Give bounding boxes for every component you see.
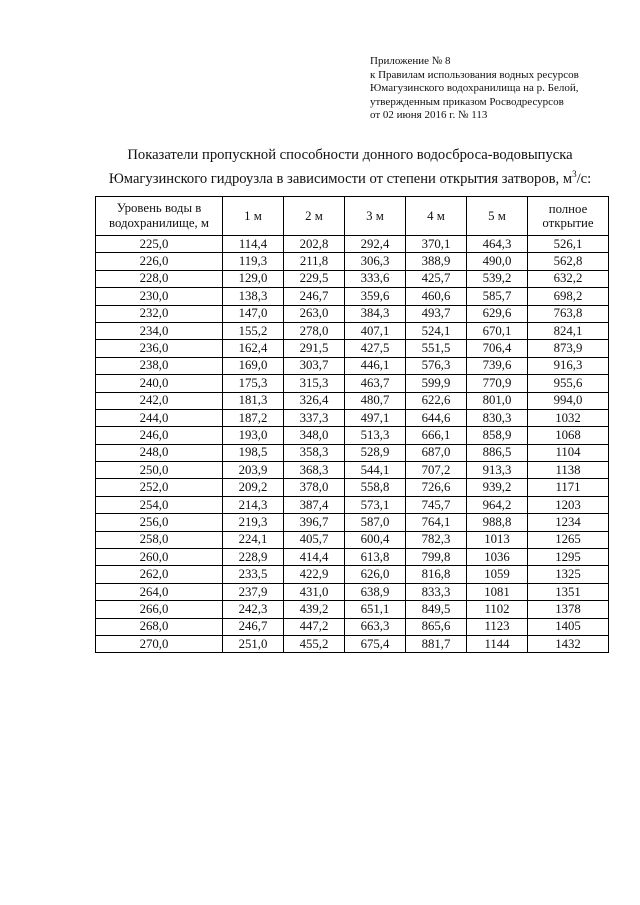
- discharge-cell: 446,1: [345, 357, 406, 374]
- discharge-cell: 1036: [467, 549, 528, 566]
- table-row: [96, 305, 609, 322]
- title-line-2-end: /с:: [576, 170, 592, 187]
- appendix-line: Приложение № 8: [370, 55, 451, 67]
- table-row: [96, 514, 609, 531]
- discharge-cell: 881,7: [406, 635, 467, 652]
- discharge-cell: 558,8: [345, 479, 406, 496]
- water-level-cell: 226,0: [96, 253, 223, 270]
- discharge-cell: 600,4: [345, 531, 406, 548]
- discharge-cell: 833,3: [406, 583, 467, 600]
- discharge-cell: 359,6: [345, 288, 406, 305]
- discharge-cell: 1144: [467, 635, 528, 652]
- table-header-row: [96, 197, 609, 236]
- discharge-cell: 229,5: [284, 270, 345, 287]
- discharge-cell: 698,2: [528, 288, 609, 305]
- header-2m: 2 м: [284, 197, 345, 236]
- discharge-cell: 460,6: [406, 288, 467, 305]
- discharge-cell: 233,5: [223, 566, 284, 583]
- discharge-cell: 770,9: [467, 375, 528, 392]
- discharge-cell: 824,1: [528, 322, 609, 339]
- discharge-cell: 675,4: [345, 635, 406, 652]
- header-full-line2: открытие: [542, 216, 594, 230]
- discharge-cell: 913,3: [467, 462, 528, 479]
- water-level-cell: 264,0: [96, 583, 223, 600]
- discharge-cell: 1138: [528, 462, 609, 479]
- discharge-cell: 490,0: [467, 253, 528, 270]
- discharge-cell: 219,3: [223, 514, 284, 531]
- water-level-cell: 266,0: [96, 601, 223, 618]
- discharge-cell: 1405: [528, 618, 609, 635]
- water-level-cell: 262,0: [96, 566, 223, 583]
- table-body: [96, 236, 609, 653]
- discharge-cell: 739,6: [467, 357, 528, 374]
- header-3m: 3 м: [345, 197, 406, 236]
- water-level-cell: 246,0: [96, 427, 223, 444]
- discharge-cell: 745,7: [406, 496, 467, 513]
- discharge-cell: 414,4: [284, 549, 345, 566]
- discharge-cell: 405,7: [284, 531, 345, 548]
- water-level-cell: 232,0: [96, 305, 223, 322]
- discharge-cell: 1325: [528, 566, 609, 583]
- discharge-cell: 246,7: [223, 618, 284, 635]
- appendix-line: от 02 июня 2016 г. № 113: [370, 109, 488, 122]
- water-level-cell: 260,0: [96, 549, 223, 566]
- discharge-cell: 1102: [467, 601, 528, 618]
- discharge-cell: 306,3: [345, 253, 406, 270]
- discharge-cell: 388,9: [406, 253, 467, 270]
- water-level-cell: 258,0: [96, 531, 223, 548]
- discharge-cell: 873,9: [528, 340, 609, 357]
- discharge-cell: 203,9: [223, 462, 284, 479]
- discharge-cell: 1081: [467, 583, 528, 600]
- discharge-cell: 663,3: [345, 618, 406, 635]
- discharge-cell: 155,2: [223, 322, 284, 339]
- table-row: [96, 236, 609, 253]
- water-level-cell: 240,0: [96, 375, 223, 392]
- discharge-cell: 187,2: [223, 409, 284, 426]
- discharge-cell: 1171: [528, 479, 609, 496]
- discharge-cell: 1013: [467, 531, 528, 548]
- discharge-cell: 211,8: [284, 253, 345, 270]
- discharge-cell: 801,0: [467, 392, 528, 409]
- discharge-cell: 573,1: [345, 496, 406, 513]
- discharge-cell: 726,6: [406, 479, 467, 496]
- discharge-cell: 858,9: [467, 427, 528, 444]
- table-row: [96, 340, 609, 357]
- table-row: [96, 427, 609, 444]
- discharge-cell: 544,1: [345, 462, 406, 479]
- discharge-cell: 964,2: [467, 496, 528, 513]
- header-5m: 5 м: [467, 197, 528, 236]
- discharge-cell: 994,0: [528, 392, 609, 409]
- table-row: [96, 583, 609, 600]
- discharge-cell: 1068: [528, 427, 609, 444]
- discharge-cell: 326,4: [284, 392, 345, 409]
- discharge-cell: 119,3: [223, 253, 284, 270]
- discharge-cell: 562,8: [528, 253, 609, 270]
- discharge-cell: 348,0: [284, 427, 345, 444]
- table-row: [96, 322, 609, 339]
- water-level-cell: 236,0: [96, 340, 223, 357]
- water-level-cell: 254,0: [96, 496, 223, 513]
- water-level-cell: 244,0: [96, 409, 223, 426]
- discharge-cell: 358,3: [284, 444, 345, 461]
- discharge-cell: 169,0: [223, 357, 284, 374]
- discharge-cell: 526,1: [528, 236, 609, 253]
- table-row: [96, 392, 609, 409]
- discharge-cell: 425,7: [406, 270, 467, 287]
- discharge-cell: 576,3: [406, 357, 467, 374]
- appendix-line: к Правилам использования водных ресурсов: [370, 68, 579, 81]
- table-row: [96, 618, 609, 635]
- discharge-cell: 706,4: [467, 340, 528, 357]
- discharge-cell: 638,9: [345, 583, 406, 600]
- discharge-cell: 251,0: [223, 635, 284, 652]
- discharge-cell: 396,7: [284, 514, 345, 531]
- discharge-cell: 463,7: [345, 375, 406, 392]
- discharge-cell: 497,1: [345, 409, 406, 426]
- discharge-cell: 816,8: [406, 566, 467, 583]
- table-row: [96, 601, 609, 618]
- title-superscript: 3: [572, 169, 577, 179]
- discharge-cell: 849,5: [406, 601, 467, 618]
- table-row: [96, 566, 609, 583]
- discharge-cell: 539,2: [467, 270, 528, 287]
- discharge-cell: 622,6: [406, 392, 467, 409]
- header-level-line2: водохранилище, м: [108, 216, 209, 230]
- discharge-cell: 315,3: [284, 375, 345, 392]
- discharge-cell: 763,8: [528, 305, 609, 322]
- discharge-cell: 242,3: [223, 601, 284, 618]
- discharge-cell: 955,6: [528, 375, 609, 392]
- discharge-cell: 782,3: [406, 531, 467, 548]
- discharge-cell: 988,8: [467, 514, 528, 531]
- discharge-cell: 278,0: [284, 322, 345, 339]
- discharge-cell: 1295: [528, 549, 609, 566]
- title-line-1: Показатели пропускной способности донного водосброса-водовыпуска: [127, 147, 573, 163]
- discharge-cell: 370,1: [406, 236, 467, 253]
- header-1m: 1 м: [223, 197, 284, 236]
- discharge-cell: 162,4: [223, 340, 284, 357]
- table-row: [96, 288, 609, 305]
- discharge-cell: 629,6: [467, 305, 528, 322]
- title-line-2-text: Юмагузинского гидроузла в зависимости от степени открытия затворов, м: [108, 170, 573, 187]
- table-row: [96, 375, 609, 392]
- discharge-cell: 799,8: [406, 549, 467, 566]
- discharge-cell: 1265: [528, 531, 609, 548]
- discharge-cell: 524,1: [406, 322, 467, 339]
- discharge-cell: 764,1: [406, 514, 467, 531]
- discharge-cell: 431,0: [284, 583, 345, 600]
- discharge-cell: 865,6: [406, 618, 467, 635]
- header-full-opening: [528, 197, 609, 236]
- discharge-cell: 455,2: [284, 635, 345, 652]
- appendix-note: [370, 55, 632, 123]
- discharge-cell: 138,3: [223, 288, 284, 305]
- discharge-cell: 886,5: [467, 444, 528, 461]
- water-level-cell: 268,0: [96, 618, 223, 635]
- discharge-cell: 422,9: [284, 566, 345, 583]
- discharge-cell: 439,2: [284, 601, 345, 618]
- discharge-cell: 224,1: [223, 531, 284, 548]
- header-water-level: [96, 197, 223, 236]
- discharge-cell: 1123: [467, 618, 528, 635]
- discharge-cell: 368,3: [284, 462, 345, 479]
- table-row: [96, 549, 609, 566]
- table-row: [96, 270, 609, 287]
- discharge-cell: 147,0: [223, 305, 284, 322]
- discharge-cell: 666,1: [406, 427, 467, 444]
- discharge-cell: 202,8: [284, 236, 345, 253]
- table-row: [96, 409, 609, 426]
- discharge-cell: 493,7: [406, 305, 467, 322]
- discharge-cell: 480,7: [345, 392, 406, 409]
- appendix-line: Юмагузинского водохранилища на р. Белой,: [370, 82, 579, 95]
- discharge-cell: 830,3: [467, 409, 528, 426]
- water-level-cell: 250,0: [96, 462, 223, 479]
- discharge-cell: 193,0: [223, 427, 284, 444]
- discharge-cell: 387,4: [284, 496, 345, 513]
- table-row: [96, 531, 609, 548]
- water-level-cell: 270,0: [96, 635, 223, 652]
- water-level-cell: 230,0: [96, 288, 223, 305]
- water-level-cell: 225,0: [96, 236, 223, 253]
- discharge-cell: 632,2: [528, 270, 609, 287]
- discharge-cell: 384,3: [345, 305, 406, 322]
- table-row: [96, 253, 609, 270]
- discharge-cell: 114,4: [223, 236, 284, 253]
- discharge-cell: 129,0: [223, 270, 284, 287]
- water-level-cell: 238,0: [96, 357, 223, 374]
- discharge-cell: 337,3: [284, 409, 345, 426]
- appendix-line: утвержденным приказом Росводресурсов: [370, 95, 564, 108]
- discharge-cell: 198,5: [223, 444, 284, 461]
- discharge-cell: 175,3: [223, 375, 284, 392]
- discharge-cell: 263,0: [284, 305, 345, 322]
- table-row: [96, 462, 609, 479]
- discharge-cell: 246,7: [284, 288, 345, 305]
- discharge-cell: 333,6: [345, 270, 406, 287]
- discharge-cell: 670,1: [467, 322, 528, 339]
- title-line-2: [90, 165, 610, 189]
- discharge-cell: 513,3: [345, 427, 406, 444]
- discharge-cell: 599,9: [406, 375, 467, 392]
- discharge-cell: 1351: [528, 583, 609, 600]
- discharge-cell: 1203: [528, 496, 609, 513]
- discharge-cell: 916,3: [528, 357, 609, 374]
- water-level-cell: 228,0: [96, 270, 223, 287]
- discharge-cell: 378,0: [284, 479, 345, 496]
- discharge-cell: 528,9: [345, 444, 406, 461]
- discharge-cell: 1234: [528, 514, 609, 531]
- discharge-cell: 181,3: [223, 392, 284, 409]
- water-level-cell: 248,0: [96, 444, 223, 461]
- discharge-cell: 651,1: [345, 601, 406, 618]
- discharge-cell: 464,3: [467, 236, 528, 253]
- discharge-cell: 407,1: [345, 322, 406, 339]
- header-4m: 4 м: [406, 197, 467, 236]
- header-full-line1: полное: [548, 201, 588, 216]
- table-row: [96, 635, 609, 652]
- discharge-cell: 427,5: [345, 340, 406, 357]
- discharge-cell: 1104: [528, 444, 609, 461]
- discharge-cell: 939,2: [467, 479, 528, 496]
- header-level-line1: Уровень воды в: [116, 201, 202, 215]
- water-level-cell: 256,0: [96, 514, 223, 531]
- table-row: [96, 479, 609, 496]
- discharge-cell: 585,7: [467, 288, 528, 305]
- discharge-cell: 209,2: [223, 479, 284, 496]
- discharge-cell: 228,9: [223, 549, 284, 566]
- discharge-cell: 1378: [528, 601, 609, 618]
- discharge-table: [95, 196, 609, 653]
- discharge-cell: 687,0: [406, 444, 467, 461]
- discharge-cell: 551,5: [406, 340, 467, 357]
- discharge-cell: 707,2: [406, 462, 467, 479]
- discharge-cell: 1032: [528, 409, 609, 426]
- water-level-cell: 234,0: [96, 322, 223, 339]
- table-row: [96, 357, 609, 374]
- discharge-cell: 613,8: [345, 549, 406, 566]
- discharge-cell: 644,6: [406, 409, 467, 426]
- table-row: [96, 444, 609, 461]
- discharge-cell: 587,0: [345, 514, 406, 531]
- discharge-cell: 292,4: [345, 236, 406, 253]
- discharge-cell: 291,5: [284, 340, 345, 357]
- discharge-cell: 1059: [467, 566, 528, 583]
- discharge-cell: 626,0: [345, 566, 406, 583]
- discharge-cell: 1432: [528, 635, 609, 652]
- discharge-cell: 303,7: [284, 357, 345, 374]
- discharge-cell: 214,3: [223, 496, 284, 513]
- discharge-cell: 237,9: [223, 583, 284, 600]
- water-level-cell: 242,0: [96, 392, 223, 409]
- discharge-cell: 447,2: [284, 618, 345, 635]
- water-level-cell: 252,0: [96, 479, 223, 496]
- table-row: [96, 496, 609, 513]
- document-title: [90, 146, 610, 189]
